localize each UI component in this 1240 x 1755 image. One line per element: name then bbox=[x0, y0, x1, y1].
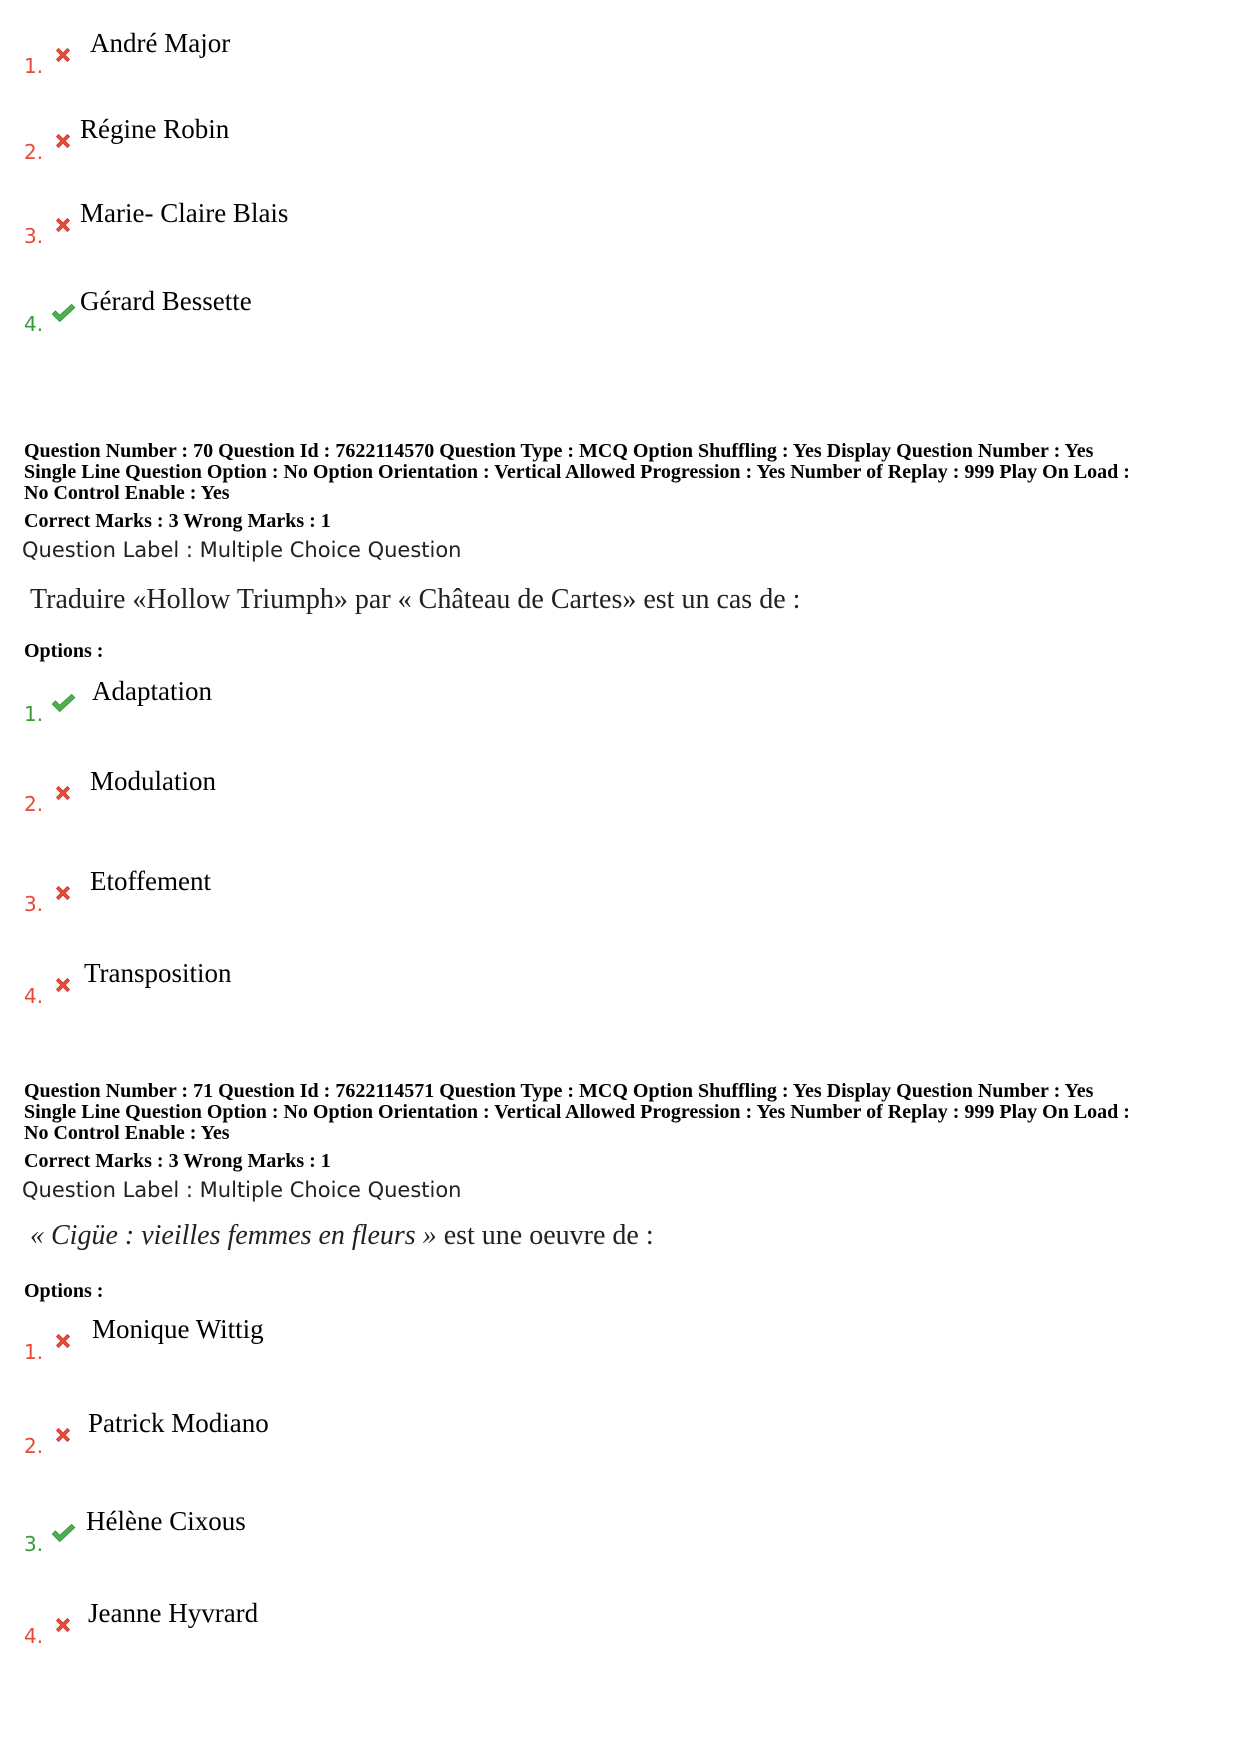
option-item[interactable] bbox=[24, 958, 624, 1010]
cross-icon bbox=[52, 130, 74, 152]
option-text: Monique Wittig bbox=[92, 1314, 264, 1344]
option-number: 2. bbox=[24, 140, 44, 164]
option-text: Transposition bbox=[84, 958, 232, 988]
cross-icon bbox=[52, 1614, 74, 1636]
option-text: Gérard Bessette bbox=[80, 286, 252, 316]
marks-info: Correct Marks : 3 Wrong Marks : 1 bbox=[24, 1150, 331, 1172]
option-text: Régine Robin bbox=[80, 114, 230, 144]
option-text: Hélène Cixous bbox=[86, 1506, 246, 1536]
option-item[interactable] bbox=[24, 286, 624, 338]
option-number: 1. bbox=[24, 54, 44, 78]
marks-info: Correct Marks : 3 Wrong Marks : 1 bbox=[24, 510, 331, 532]
option-text: Etoffement bbox=[90, 866, 211, 896]
option-item[interactable] bbox=[24, 28, 624, 80]
option-item[interactable] bbox=[24, 766, 624, 818]
meta-line: Single Line Question Option : No Option Orientation : Vertical Allowed Progression : Yes Number of Replay : 999 Play On Load : bbox=[24, 461, 1130, 483]
option-number: 3. bbox=[24, 1532, 44, 1556]
option-text: André Major bbox=[90, 28, 231, 58]
option-number: 4. bbox=[24, 1624, 44, 1648]
option-item[interactable] bbox=[24, 1598, 624, 1650]
option-item[interactable] bbox=[24, 676, 624, 728]
meta-line: Question Number : 71 Question Id : 7622114571 Question Type : MCQ Option Shuffling : Yes Display Question Number : Yes bbox=[24, 1080, 1094, 1102]
option-item[interactable] bbox=[24, 1506, 624, 1558]
question-meta bbox=[24, 1081, 1224, 1144]
question-label: Question Label : Multiple Choice Question bbox=[22, 538, 462, 562]
cross-icon bbox=[52, 1330, 74, 1352]
options-header: Options : bbox=[24, 1280, 104, 1302]
question-text bbox=[30, 1220, 654, 1252]
cross-icon bbox=[52, 44, 74, 66]
check-icon bbox=[50, 692, 76, 714]
option-text: Adaptation bbox=[92, 676, 212, 706]
cross-icon bbox=[52, 782, 74, 804]
option-number: 2. bbox=[24, 792, 44, 816]
option-number: 3. bbox=[24, 892, 44, 916]
option-item[interactable] bbox=[24, 114, 624, 166]
question-label: Question Label : Multiple Choice Question bbox=[22, 1178, 462, 1202]
option-text: Marie- Claire Blais bbox=[80, 198, 289, 228]
check-icon bbox=[50, 302, 76, 324]
question-text-rest: est une oeuvre de : bbox=[436, 1220, 654, 1251]
cross-icon bbox=[52, 882, 74, 904]
option-item[interactable] bbox=[24, 1314, 624, 1366]
option-number: 3. bbox=[24, 224, 44, 248]
question-text: Traduire «Hollow Triumph» par « Château de Cartes» est un cas de : bbox=[30, 584, 801, 615]
question-title-italic: « Cigüe : vieilles femmes en fleurs » bbox=[30, 1220, 437, 1251]
option-number: 1. bbox=[24, 702, 44, 726]
meta-line: No Control Enable : Yes bbox=[24, 482, 230, 504]
option-text: Modulation bbox=[90, 766, 216, 796]
question-meta bbox=[24, 441, 1224, 504]
cross-icon bbox=[52, 974, 74, 996]
option-number: 2. bbox=[24, 1434, 44, 1458]
option-number: 4. bbox=[24, 312, 44, 336]
option-number: 1. bbox=[24, 1340, 44, 1364]
cross-icon bbox=[52, 214, 74, 236]
check-icon bbox=[50, 1522, 76, 1544]
meta-line: Single Line Question Option : No Option Orientation : Vertical Allowed Progression : Yes Number of Replay : 999 Play On Load : bbox=[24, 1101, 1130, 1123]
options-header: Options : bbox=[24, 640, 104, 662]
option-text: Jeanne Hyvrard bbox=[88, 1598, 259, 1628]
cross-icon bbox=[52, 1424, 74, 1446]
option-item[interactable] bbox=[24, 1408, 624, 1460]
option-item[interactable] bbox=[24, 198, 624, 250]
meta-line: Question Number : 70 Question Id : 7622114570 Question Type : MCQ Option Shuffling : Yes Display Question Number : Yes bbox=[24, 440, 1094, 462]
option-text: Patrick Modiano bbox=[88, 1408, 269, 1438]
option-item[interactable] bbox=[24, 866, 624, 918]
option-number: 4. bbox=[24, 984, 44, 1008]
meta-line: No Control Enable : Yes bbox=[24, 1122, 230, 1144]
